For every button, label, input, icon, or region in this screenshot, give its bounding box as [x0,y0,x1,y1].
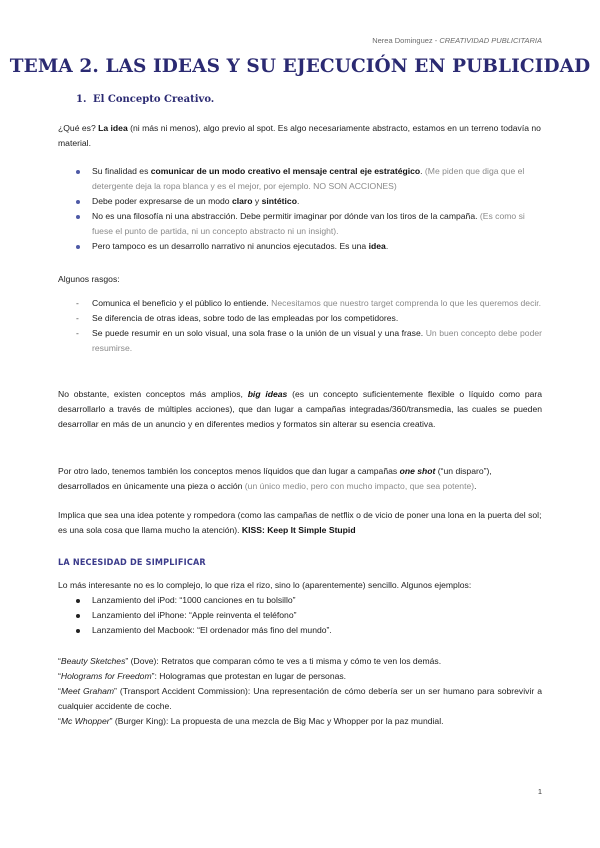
section-heading [76,94,214,105]
item-text: Comunica el beneficio y el público lo entiende. [92,298,272,308]
item-text: Se puede resumir en un solo visual, una sola frase o la unión de un visual y una frase. [92,328,426,338]
intro-paragraph [58,121,542,151]
campaign-item [58,669,542,684]
item-text: . [385,241,389,251]
item-bold: idea [368,241,386,251]
big-ideas-paragraph [58,387,542,432]
item-bold: sintético [261,196,297,206]
item-bold: comunicar de un modo creativo el mensaje central eje estratégico [150,166,421,176]
item-text: Su finalidad es [92,166,151,176]
subsection-heading: LA NECESIDAD DE SIMPLIFICAR [58,558,206,568]
section-number: 1. [76,94,87,105]
header-author: Nerea Dominguez [372,36,433,45]
item-text: y [252,196,262,206]
item-text: . [296,196,300,206]
campaign-name: Meet Graham [60,686,115,696]
bullet-dot-icon [76,215,80,219]
examples-list [58,593,542,638]
one-shot-paragraph [58,464,542,494]
concept-bullet-list [58,164,542,254]
list-item [58,326,542,356]
item-text: Lanzamiento del Macbook: “El ordenador más fino del mundo”. [92,625,332,635]
campaign-desc: : Hologramas que protestan en lugar de personas. [154,671,347,681]
list-item [58,194,542,209]
list-item [58,608,542,623]
para-text: No obstante, existen conceptos más amplios, [58,389,248,399]
intro-text-2: (ni más ni menos), algo previo al spot. Es algo necesariamente abstracto, estamos en un terreno todavía no material. [58,123,541,148]
para-text: Por otro lado, tenemos también los conceptos menos líquidos que dan lugar a campañas [58,466,400,476]
item-text: Debe poder expresarse de un modo [92,196,232,206]
item-text: . [420,166,425,176]
para-bold-italic: one shot [399,466,436,476]
header-course: CREATIVIDAD PUBLICITARIA [439,36,542,45]
para-text: . [474,481,477,491]
item-text: No es una filosofía ni una abstracción. Debe permitir imaginar por dónde van los tiros de la campaña. [92,211,480,221]
header-separator: - [432,36,440,45]
dash-marker: - [76,313,79,323]
campaign-item [58,684,542,714]
para-bold-italic: big ideas [247,389,288,399]
quote-mark: “ [58,716,61,726]
campaigns-list [58,654,542,729]
para-note: (un único medio, pero con mucho impacto, que sea potente) [244,481,475,491]
bullet-dot-icon [76,614,80,618]
page-title: TEMA 2. LAS IDEAS Y SU EJECUCIÓN EN PUBLICIDAD [9,56,591,77]
campaign-name: Mc Whopper [60,716,110,726]
item-text: Se diferencia de otras ideas, sobre todo de las empleadas por los competidores. [92,313,399,323]
kiss-bold: KISS: Keep It Simple Stupid [241,525,356,535]
dash-marker: - [76,328,79,338]
campaign-item [58,714,542,729]
implica-paragraph [58,508,542,538]
campaign-desc: (Dove): Retratos que comparan cómo te ves a ti misma y cómo te ven los demás. [128,656,442,666]
rasgos-list [58,296,542,356]
bullet-dot-icon [76,200,80,204]
intro-text-1: ¿Qué es? [58,123,99,133]
item-note: (Es como si fuese el punto de partida, ni un concepto abstracto ni un insight). [92,211,525,236]
list-item [58,623,542,638]
campaign-desc: (Transport Accident Commission): Una representación de cómo debería ser un ser humano para sobrevivir a cualquier accidente de coche. [58,686,543,711]
para-text: (es un concepto suficientemente flexible o líquido como para desarrollarlo a través de múltiples acciones), que dan lugar a campañas integradas/360/transmedia, las cuales se pueden desarrollar en más de un anuncio y en diferentes medios y formatos sin alterar su esencia creativa. [58,389,543,429]
item-note: Necesitamos que nuestro target comprenda lo que les queremos decir. [271,298,542,308]
rasgos-label: Algunos rasgos: [58,274,120,284]
quote-mark: ” [114,686,117,696]
list-item [58,296,542,311]
bullet-dot-icon [76,245,80,249]
intro-bold: La idea [98,123,128,133]
item-text: Lanzamiento del iPhone: “Apple reinventa el teléfono” [92,610,297,620]
quote-mark: ” [151,671,155,681]
list-item [58,239,542,254]
item-bold: claro [231,196,253,206]
campaign-item [58,654,542,669]
item-text: Lanzamiento del iPod: “1000 canciones en tu bolsillo” [92,595,296,605]
simplificar-intro: Lo más interesante no es lo complejo, lo que riza el rizo, sino lo (aparentemente) sencillo. Algunos ejemplos: [58,580,472,590]
quote-mark: “ [58,671,61,681]
bullet-dot-icon [76,599,80,603]
item-note: Un buen concepto debe poder resumirse. [92,328,542,353]
section-label: El Concepto Creativo. [93,94,215,105]
dash-marker: - [76,298,79,308]
bullet-dot-icon [76,170,80,174]
list-item [58,209,542,239]
quote-mark: “ [58,686,61,696]
list-item [58,164,542,194]
para-text: (“un disparo”), desarrollados en únicamente una pieza o acción [58,466,492,491]
item-text: Pero tampoco es un desarrollo narrativo ni anuncios ejecutados. Es una [92,241,369,251]
campaign-name: Beauty Sketches [60,656,126,666]
list-item [58,593,542,608]
quote-mark: “ [58,656,61,666]
page-header [372,36,542,45]
campaign-desc: (Burger King): La propuesta de una mezcla de Big Mac y Whopper por la paz mundial. [112,716,444,726]
page-number: 1 [537,787,542,796]
list-item [58,311,542,326]
para-text: Implica que sea una idea potente y rompedora (como las campañas de netflix o de vicio de poner una lona en la puerta del sol; es una sola cosa que llama mucho la atención). [58,510,542,535]
bullet-dot-icon [76,629,80,633]
campaign-name: Holograms for Freedom [60,671,152,681]
item-note: (Me piden que diga que el detergente deja la ropa blanca y es el mejor, por ejemplo. NO SON ACCIONES) [92,166,525,191]
quote-mark: ” [109,716,113,726]
quote-mark: ” [125,656,129,666]
